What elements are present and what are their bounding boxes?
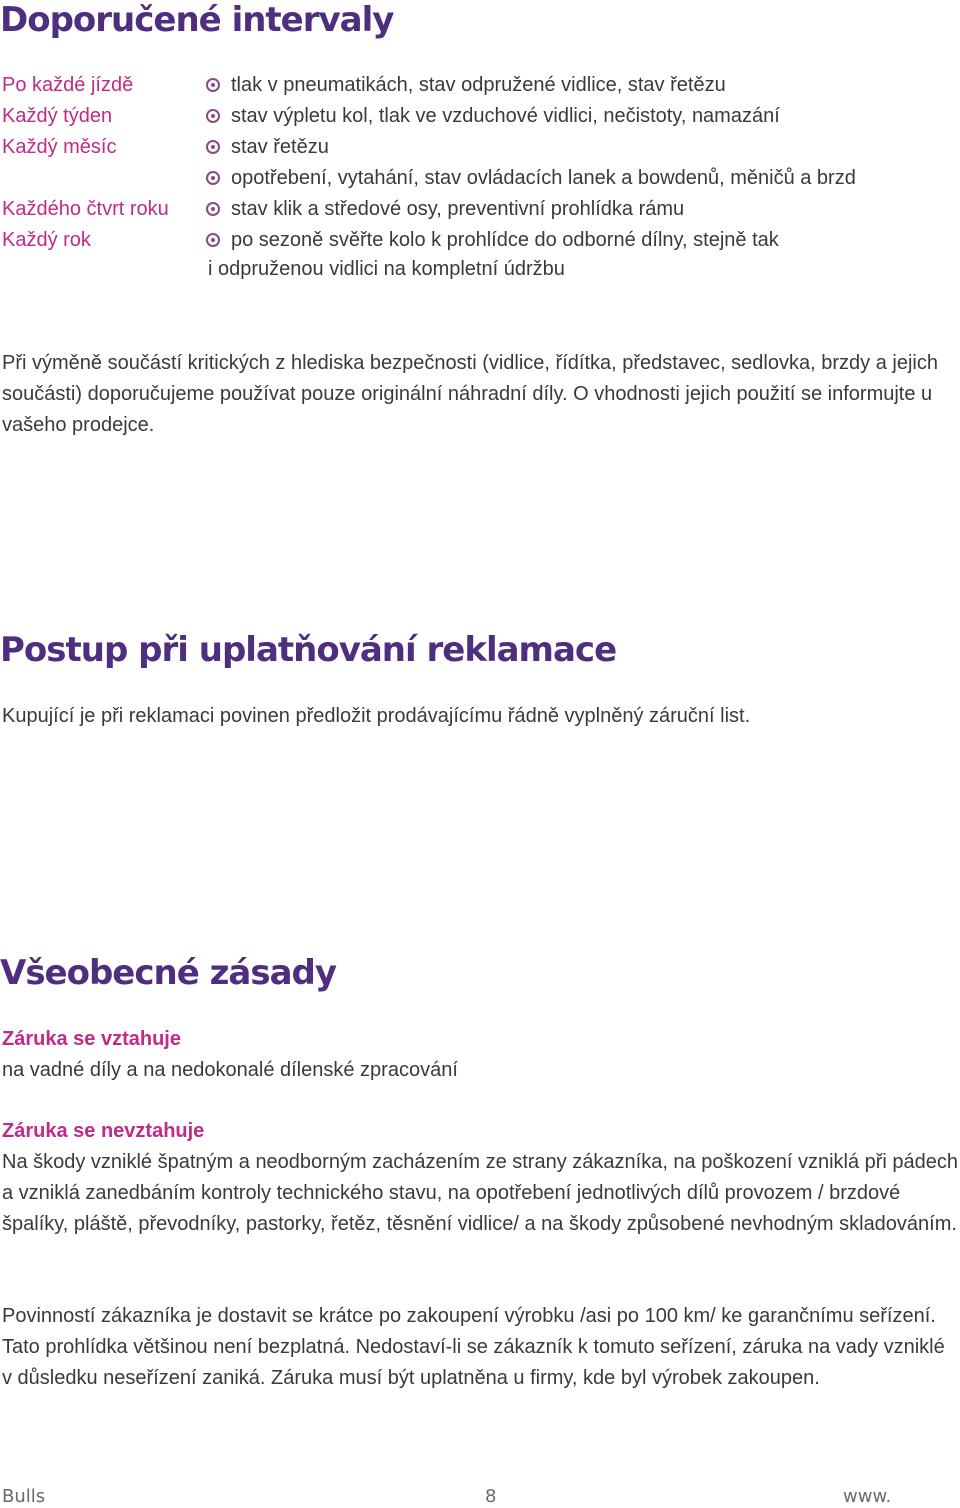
customer-obligation-text: Povinností zákazníka je dostavit se krátce po zakoupení výrobku /asi po 100 km/ ke garančnímu seřízení. Tato prohlídka většinou není bezplatná. Nedostaví-li se zákazník k tomuto seřízení, záruka na vady vzniklé v důsledku neseřízení zaniká. Záruka musí být uplatněna u firmy, kde byl výrobek zakoupen. <box>2 1305 945 1389</box>
interval-item: po sezoně svěřte kolo k prohlídce do odborné dílny, stejně tak <box>231 229 779 251</box>
interval-period: Každý rok <box>2 229 91 251</box>
section-title-general: Všeobecné zásady <box>0 953 337 993</box>
parts-note: Při výměně součástí kritických z hlediska bezpečnosti (vidlice, řídítka, představec, sedlovka, brzdy a jejich součásti) doporučujeme používat pouze originální náhradní díly. O vhodnosti jejich použití se informujte u vašeho prodejce. <box>2 352 938 436</box>
section-title-complaint: Postup při uplatňování reklamace <box>0 630 617 670</box>
interval-item: stav výpletu kol, tlak ve vzduchové vidlici, nečistoty, namazání <box>231 105 780 127</box>
bullet-icon <box>206 140 220 154</box>
warranty-applies-title: Záruka se vztahuje <box>2 1028 181 1050</box>
warranty-not-applies-text: Na škody vzniklé špatným a neodborným zacházením ze strany zákazníka, na poškození vzniklá při pádech a vzniklá zanedbáním kontroly technického stavu, na opotřebení jednotlivých dílů provozem / brzdové špalíky, pláště, převodníky, pastorky, řetěz, těsnění vidlice/ a na škody způsobené nevhodným skladováním. <box>2 1151 959 1235</box>
interval-row <box>0 101 960 131</box>
footer-web: www. <box>843 1486 892 1507</box>
interval-row <box>0 132 960 162</box>
footer-page-number: 8 <box>485 1486 497 1507</box>
interval-row <box>0 225 960 255</box>
bullet-icon <box>206 233 220 247</box>
interval-period: Každý měsíc <box>2 136 117 158</box>
interval-item: stav klik a středové osy, preventivní prohlídka rámu <box>231 198 685 220</box>
interval-period: Každého čtvrt roku <box>2 198 169 220</box>
interval-item: opotřebení, vytahání, stav ovládacích lanek a bowdenů, měničů a brzd <box>231 167 856 189</box>
warranty-not-applies-title: Záruka se nevztahuje <box>2 1120 205 1142</box>
bullet-icon <box>206 109 220 123</box>
interval-period: Každý týden <box>2 105 113 127</box>
bullet-icon <box>206 78 220 92</box>
interval-item: tlak v pneumatikách, stav odpružené vidlice, stav řetězu <box>231 74 726 96</box>
complaint-text: Kupující je při reklamaci povinen předložit prodávajícímu řádně vyplněný záruční list. <box>2 705 751 727</box>
section-title-intervals: Doporučené intervaly <box>0 0 394 40</box>
bullet-icon <box>206 202 220 216</box>
interval-row <box>0 70 960 100</box>
footer-brand: Bulls <box>2 1486 46 1507</box>
bullet-icon <box>206 171 220 185</box>
interval-item: stav řetězu <box>231 136 329 158</box>
interval-row <box>0 194 960 224</box>
interval-row <box>0 163 960 193</box>
interval-item-continuation: i odpruženou vidlici na kompletní údržbu <box>208 258 565 280</box>
interval-period: Po každé jízdě <box>2 74 134 96</box>
warranty-applies-text: na vadné díly a na nedokonalé dílenské zpracování <box>2 1059 458 1081</box>
